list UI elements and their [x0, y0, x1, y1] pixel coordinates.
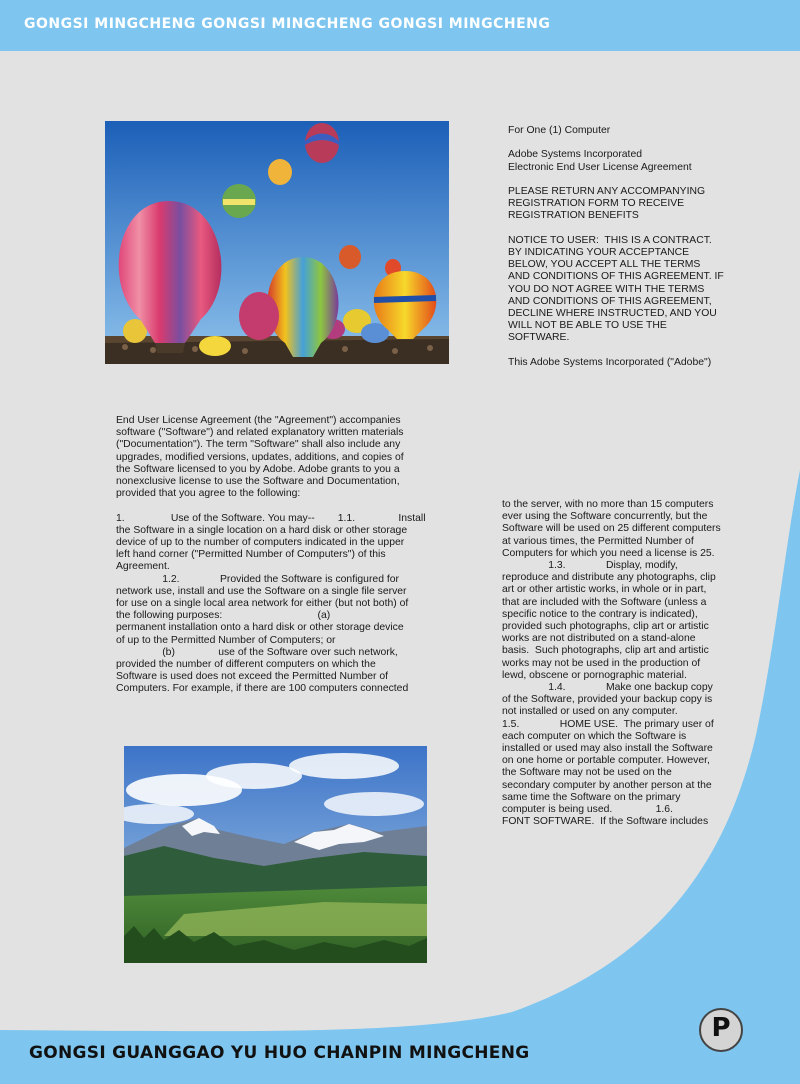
license-text-left-column: End User License Agreement (the "Agreement") accompanies software ("Software") and related explanatory written materials ("Documentation"). The term "Software" shall also include any upgrades, modified versions, updates, additions, and copies of the Software licensed to you by Adobe. Adobe grants to you a nonexclusive license to use the Software and Documentation, provided that you agree to the following: 1. Use of the Software. You may-- 1.1. Install the Software in a single location on a hard disk or other storage device of up to the number of computers indicated in the upper left hand corner ("Permitted Number of Computers") of this Agreement. 1.2. Provided the Software is configured for network use, install and use the Software on a single file server for use on a single local area network for either (but not both) of the following purposes: (a) permanent installation onto a hard disk or other storage device of up to the Permitted Number of Computers; or (b) use of the Software over such network, provided the number of different computers on which the Software is used does not exceed the Permitted Number of Computers. For example, if there are 100 computers connected — [116, 415, 426, 695]
notice-text-block: For One (1) Computer Adobe Systems Incorporated Electronic End User License Agreement PLEASE RETURN ANY ACCOMPANYING REGISTRATION FORM TO RECEIVE REGISTRATION BENEFITS NOTICE TO USER: THIS IS A CONTRACT. BY INDICATING YOUR ACCEPTANCE BELOW, YOU ACCEPT ALL THE TERMS AND CONDITIONS OF THIS AGREEMENT. IF YOU DO NOT AGREE WITH THE TERMS AND CONDITIONS OF THIS AGREEMENT, DECLINE WHERE INSTRUCTED, AND YOU WILL NOT BE ABLE TO USE THE SOFTWARE. This Adobe Systems Incorporated ("Adobe") — [508, 125, 724, 368]
p-badge-icon — [699, 1008, 743, 1052]
header-title: GONGSI MINGCHENG GONGSI MINGCHENG GONGSI MINGCHENG — [24, 16, 551, 32]
license-text-right-column: to the server, with no more than 15 computers ever using the Software concurrently, but the Software will be used on 25 different computers at various times, the Permitted Number of Computers for which you need a license is 25. 1.3. Display, modify, reproduce and distribute any photographs, clip art or other artistic works, in whole or in part, that are included with the Software (unless a specific notice to the contrary is indicated), provided such photographs, clip art or artistic works are not distributed on a stand-alone basis. Such photographs, clip art and artistic works may not be used in the production of lewd, obscene or pornographic material. 1.4. Make one backup copy of the Software, provided your backup copy is not installed or used on any computer. 1.5. HOME USE. The primary user of each computer on which the Software is installed or used may also install the Software on one home or portable computer. However, the Software may not be used on the secondary computer by another person at the same time the Software on the primary computer is being used. 1.6. FONT SOFTWARE. If the Software includes — [502, 499, 721, 828]
hot-air-balloons-photo — [105, 121, 449, 364]
badge-letter: P — [711, 1013, 731, 1043]
header-bar — [0, 0, 800, 50]
mountain-valley-photo — [124, 746, 427, 963]
footer-title: GONGSI GUANGGAO YU HUO CHANPIN MINGCHENG — [29, 1043, 530, 1063]
